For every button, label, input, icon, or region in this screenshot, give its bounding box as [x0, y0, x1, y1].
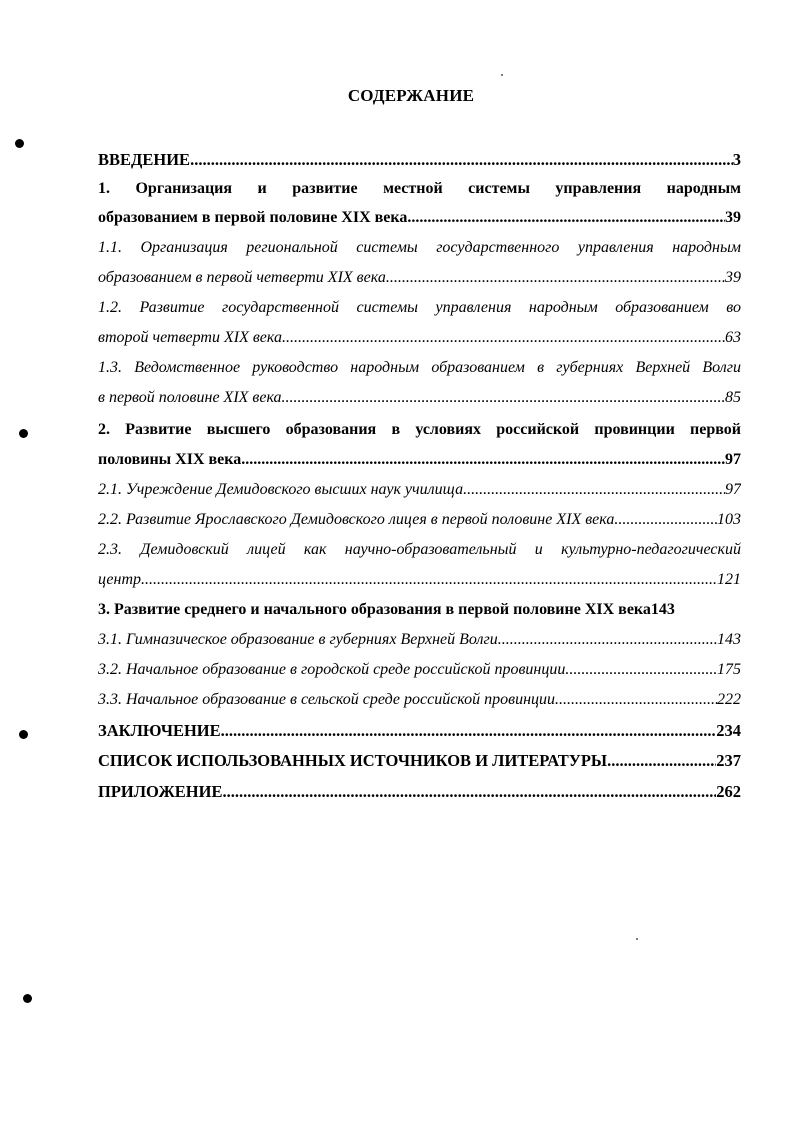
- toc-entry-conclusion[interactable]: ЗАКЛЮЧЕНИЕ ..... 234: [98, 719, 741, 743]
- binding-hole-mark: [19, 730, 28, 739]
- toc-entry-section-3-2[interactable]: 3.2. Начальное образование в городской среде российской провинции ..... 175: [98, 658, 741, 682]
- page-number: 97: [725, 481, 741, 498]
- page-number: 97: [725, 451, 741, 468]
- page-number: 85: [725, 389, 741, 406]
- toc-entry-section-1-1[interactable]: 1.1. Организация региональной системы государственного управления народным: [98, 239, 741, 256]
- binding-hole-mark: [23, 994, 32, 1003]
- page-number: 143: [717, 631, 741, 648]
- page-number: 121: [717, 571, 741, 588]
- toc-entry-section-2-1[interactable]: 2.1. Учреждение Демидовского высших наук училища ..... 97: [98, 478, 741, 502]
- toc-entry-sources[interactable]: СПИСОК ИСПОЛЬЗОВАННЫХ ИСТОЧНИКОВ И ЛИТЕРАТУРЫ ..... 237: [98, 749, 741, 773]
- toc-entry-section-1-3[interactable]: 1.3. Ведомственное руководство народным образованием в губерниях Верхней Волги: [98, 359, 741, 376]
- scan-speck: [501, 74, 503, 76]
- toc-entry-section-2-3-cont[interactable]: центр ..... 121: [98, 568, 741, 592]
- toc-entry-section-1-3-cont[interactable]: в первой половине XIX века ..... 85: [98, 386, 741, 410]
- page-number: 222: [717, 691, 741, 708]
- scan-speck: [636, 938, 638, 940]
- toc-entry-section-1-2[interactable]: 1.2. Развитие государственной системы управления народным образованием во: [98, 299, 741, 316]
- toc-entry-chapter-2-cont[interactable]: половины XIX века ..... 97: [98, 448, 741, 472]
- page-number: 103: [717, 511, 741, 528]
- page-title: СОДЕРЖАНИЕ: [347, 86, 475, 105]
- toc-entry-section-3-1[interactable]: 3.1. Гимназическое образование в губерниях Верхней Волги ..... 143: [98, 628, 741, 652]
- toc-entry-section-2-3[interactable]: 2.3. Демидовский лицей как научно-образовательный и культурно-педагогический: [98, 541, 741, 558]
- toc-entry-chapter-1-cont[interactable]: образованием в первой половине XIX века ..... 39: [98, 206, 741, 230]
- page-number: 234: [716, 721, 741, 740]
- toc-entry-section-1-1-cont[interactable]: образованием в первой четверти XIX века ..... 39: [98, 266, 741, 290]
- page-number: 237: [716, 751, 741, 770]
- page-number: 262: [716, 782, 741, 801]
- page-number: 39: [725, 269, 741, 286]
- toc-entry-section-2-2[interactable]: 2.2. Развитие Ярославского Демидовского лицея в первой половине XIX века ..... 103: [98, 508, 741, 532]
- toc-entry-section-1-2-cont[interactable]: второй четверти XIX века ..... 63: [98, 326, 741, 350]
- page-number: 175: [717, 661, 741, 678]
- toc-entry-section-3-3[interactable]: 3.3. Начальное образование в сельской среде российской провинции ..... 222: [98, 688, 741, 712]
- toc-entry-chapter-3[interactable]: 3. Развитие среднего и начального образования в первой половине XIX века143: [98, 601, 675, 618]
- toc-entry-intro[interactable]: ВВЕДЕНИЕ ..... 3: [98, 148, 741, 172]
- page-number: 39: [725, 209, 741, 226]
- toc-entry-chapter-1[interactable]: 1. Организация и развитие местной системы управления народным: [98, 180, 741, 197]
- binding-hole-mark: [15, 139, 24, 148]
- toc-entry-appendix[interactable]: ПРИЛОЖЕНИЕ ..... 262: [98, 780, 741, 804]
- page-number: 63: [725, 329, 741, 346]
- page-number: 3: [732, 150, 741, 169]
- toc-entry-chapter-2[interactable]: 2. Развитие высшего образования в условиях российской провинции первой: [98, 421, 741, 438]
- binding-hole-mark: [19, 429, 28, 438]
